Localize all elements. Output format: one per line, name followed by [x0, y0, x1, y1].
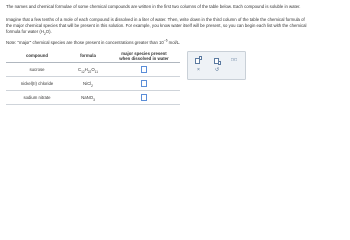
formula-cell: NiCl$_2$	[68, 77, 108, 91]
header-compound: compound	[6, 51, 68, 63]
note-text: Note: "major" chemical species are those present in concentrations greater than $10^{-6}$ mol/L.	[6, 38, 181, 45]
species-answer-cell	[108, 63, 180, 77]
chemical-bond-icon[interactable]: □-□	[231, 57, 237, 62]
header-major-species: major species present when dissolved in water	[108, 51, 180, 63]
formula-toolbox	[187, 51, 246, 80]
clear-button[interactable]: ×	[197, 67, 200, 73]
species-input[interactable]	[141, 94, 147, 101]
formula-cell: $C_{12}H_{22}O_{11}$	[68, 63, 108, 77]
formula-cell: NaNO$_3$	[68, 91, 108, 105]
compounds-table	[6, 51, 180, 105]
species-answer-cell	[108, 91, 180, 105]
table-row	[6, 77, 180, 91]
instructions-line-1: The names and chemical formulae of some chemical compounds are written in the first two columns of the table below. Each compound is soluble in water.	[6, 4, 301, 9]
species-input[interactable]	[141, 80, 147, 87]
table-row	[6, 91, 180, 105]
subscript-marker-icon	[218, 61, 222, 65]
instructions-line-2: Imagine that a few tenths of a mole of each compound is dissolved in a liter of water. Then, write down in the third column of the table the chemical formula of	[6, 17, 305, 22]
undo-button[interactable]: ↺	[215, 67, 220, 73]
superscript-marker-icon	[199, 56, 203, 60]
instructions-line-3: the major chemical species that will be present in this solution. For example, you know water itself will be present, so you can begin each list with the chemical	[6, 23, 307, 28]
instructions-line-4: formula for water $(H_2O)$.	[6, 29, 52, 36]
compound-cell: sucrose	[6, 63, 68, 77]
compound-cell: sodium nitrate	[6, 91, 68, 105]
table-row	[6, 63, 180, 77]
header-formula: formula	[68, 51, 108, 63]
species-input[interactable]	[141, 66, 147, 73]
species-answer-cell	[108, 77, 180, 91]
compound-cell: nickel(II) chloride	[6, 77, 68, 91]
